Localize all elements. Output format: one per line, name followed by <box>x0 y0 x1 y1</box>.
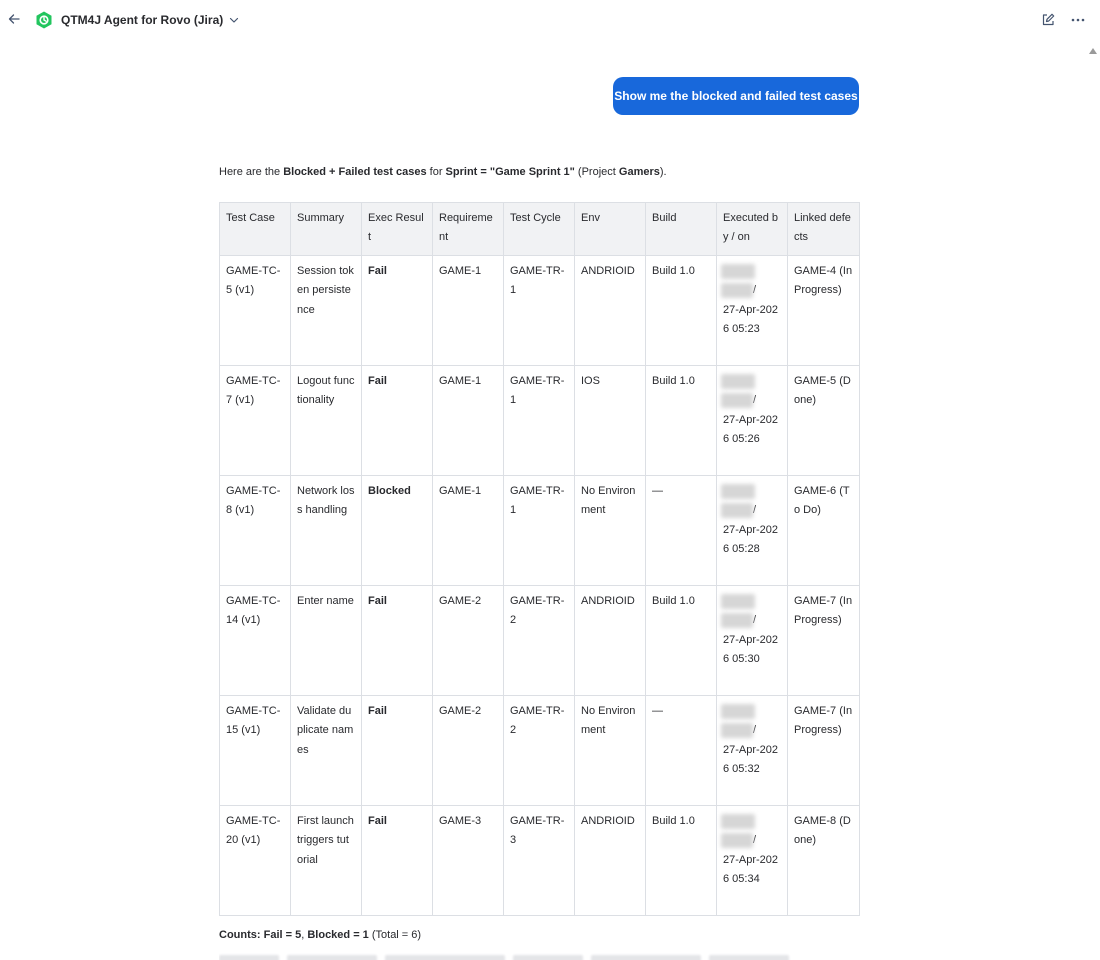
executed-separator: / <box>753 394 757 407</box>
summary-cell: Logout functionality <box>291 366 362 476</box>
column-header: Linked defects <box>788 203 860 256</box>
intro-text: ). <box>659 166 667 178</box>
exec-result-cell: Fail <box>362 806 433 916</box>
test-cycle-cell: GAME-TR-2 <box>504 586 575 696</box>
top-bar <box>0 0 1100 40</box>
table-row <box>220 806 860 916</box>
executed-cell <box>717 476 788 586</box>
executed-cell <box>717 366 788 476</box>
scroll-up-arrow-icon[interactable] <box>1089 48 1097 54</box>
test-case-cell[interactable]: GAME-TC-15 (v1) <box>220 696 291 806</box>
test-case-cell[interactable]: GAME-TC-8 (v1) <box>220 476 291 586</box>
counts-total: (Total = 6) <box>368 929 422 941</box>
redacted-user-name <box>721 374 755 389</box>
test-cycle-cell: GAME-TR-1 <box>504 256 575 366</box>
agent-reply <box>219 165 859 179</box>
env-cell: IOS <box>575 366 646 476</box>
column-header: Test Case <box>220 203 291 256</box>
env-cell: No Environment <box>575 696 646 806</box>
requirement-cell[interactable]: GAME-3 <box>433 806 504 916</box>
linked-defects-cell[interactable]: GAME-7 (In Progress) <box>788 586 860 696</box>
requirement-cell[interactable]: GAME-2 <box>433 696 504 806</box>
counts-blocked: Blocked = 1 <box>307 929 369 941</box>
build-cell: — <box>646 476 717 586</box>
intro-bold: Blocked + Failed test cases <box>283 166 427 178</box>
test-cycle-cell: GAME-TR-1 <box>504 476 575 586</box>
executed-on-date: 27-Apr-2026 05:32 <box>723 743 779 776</box>
intro-text: (Project <box>574 166 619 178</box>
executed-separator: / <box>753 284 757 297</box>
build-cell: Build 1.0 <box>646 806 717 916</box>
table-row <box>220 696 860 806</box>
summary-cell: Network loss handling <box>291 476 362 586</box>
linked-defects-cell[interactable]: GAME-6 (To Do) <box>788 476 860 586</box>
exec-result-cell: Fail <box>362 696 433 806</box>
column-header: Executed by / on <box>717 203 788 256</box>
test-case-cell[interactable]: GAME-TC-14 (v1) <box>220 586 291 696</box>
env-cell: No Environment <box>575 476 646 586</box>
executed-separator: / <box>753 504 757 517</box>
build-cell: Build 1.0 <box>646 256 717 366</box>
redacted-user-name <box>721 264 755 279</box>
executed-on-date: 27-Apr-2026 05:34 <box>723 853 779 886</box>
column-header: Exec Result <box>362 203 433 256</box>
test-cycle-cell: GAME-TR-2 <box>504 696 575 806</box>
arrow-left-icon <box>7 12 21 26</box>
agent-selector[interactable] <box>35 10 239 30</box>
linked-defects-cell[interactable]: GAME-7 (In Progress) <box>788 696 860 806</box>
redacted-user-name <box>721 833 753 848</box>
column-header: Test Cycle <box>504 203 575 256</box>
reply-intro <box>219 165 859 179</box>
exec-result-cell: Fail <box>362 366 433 476</box>
redacted-user-name <box>721 814 755 829</box>
build-cell: — <box>646 696 717 806</box>
table-header-row <box>220 203 860 256</box>
more-horizontal-icon <box>1071 13 1085 27</box>
redacted-user-name <box>721 503 753 518</box>
counts-separator: , <box>301 929 308 941</box>
column-header: Build <box>646 203 717 256</box>
redacted-user-name <box>721 484 755 499</box>
test-cycle-cell: GAME-TR-3 <box>504 806 575 916</box>
executed-cell <box>717 586 788 696</box>
requirement-cell[interactable]: GAME-1 <box>433 256 504 366</box>
test-case-cell[interactable]: GAME-TC-20 (v1) <box>220 806 291 916</box>
intro-text: for <box>426 166 446 178</box>
linked-defects-cell[interactable]: GAME-5 (Done) <box>788 366 860 476</box>
test-case-cell[interactable]: GAME-TC-7 (v1) <box>220 366 291 476</box>
executed-cell <box>717 696 788 806</box>
table-row <box>220 366 860 476</box>
counts-fail: Counts: Fail = 5 <box>219 929 302 941</box>
requirement-cell[interactable]: GAME-1 <box>433 366 504 476</box>
agent-name: QTM4J Agent for Rovo (Jira) <box>61 13 224 27</box>
executed-separator: / <box>753 834 757 847</box>
redacted-user-name <box>721 613 753 628</box>
summary-cell: First launch triggers tutorial <box>291 806 362 916</box>
more-button[interactable] <box>1070 12 1086 28</box>
executed-on-date: 27-Apr-2026 05:28 <box>723 523 779 556</box>
intro-bold: Gamers <box>618 166 660 178</box>
requirement-cell[interactable]: GAME-1 <box>433 476 504 586</box>
test-cycle-cell: GAME-TR-1 <box>504 366 575 476</box>
redacted-user-name <box>721 393 753 408</box>
env-cell: ANDRIOID <box>575 586 646 696</box>
summary-cell: Session token persistence <box>291 256 362 366</box>
exec-result-cell: Blocked <box>362 476 433 586</box>
build-cell: Build 1.0 <box>646 366 717 476</box>
executed-separator: / <box>753 724 757 737</box>
back-button[interactable] <box>6 11 22 27</box>
redacted-user-name <box>721 723 753 738</box>
exec-result-cell: Fail <box>362 586 433 696</box>
intro-text: Here are the <box>219 166 284 178</box>
test-cases-table <box>219 202 860 916</box>
executed-on-date: 27-Apr-2026 05:26 <box>723 413 779 446</box>
linked-defects-cell[interactable]: GAME-8 (Done) <box>788 806 860 916</box>
exec-result-cell: Fail <box>362 256 433 366</box>
top-actions <box>1040 12 1086 28</box>
table-row <box>220 476 860 586</box>
redacted-user-name <box>721 594 755 609</box>
executed-cell <box>717 806 788 916</box>
env-cell: ANDRIOID <box>575 256 646 366</box>
redacted-user-name <box>721 704 755 719</box>
build-cell: Build 1.0 <box>646 586 717 696</box>
agent-logo-icon <box>35 11 53 29</box>
user-message-bubble: Show me the blocked and failed test cases <box>613 77 859 115</box>
table-row <box>220 586 860 696</box>
redacted-user-name <box>721 283 753 298</box>
test-case-cell[interactable]: GAME-TC-5 (v1) <box>220 256 291 366</box>
column-header: Env <box>575 203 646 256</box>
executed-on-date: 27-Apr-2026 05:23 <box>723 303 779 336</box>
counts-summary <box>219 928 421 942</box>
summary-cell: Validate duplicate names <box>291 696 362 806</box>
requirement-cell[interactable]: GAME-2 <box>433 586 504 696</box>
column-header: Requirement <box>433 203 504 256</box>
intro-bold: Sprint = "Game Sprint 1" <box>445 166 575 178</box>
executed-separator: / <box>753 614 757 627</box>
column-header: Summary <box>291 203 362 256</box>
scrollbar[interactable] <box>1086 60 1100 960</box>
executed-on-date: 27-Apr-2026 05:30 <box>723 633 779 666</box>
new-chat-button[interactable] <box>1040 12 1056 28</box>
linked-defects-cell[interactable]: GAME-4 (In Progress) <box>788 256 860 366</box>
table-row <box>220 256 860 366</box>
summary-cell: Enter name <box>291 586 362 696</box>
chevron-down-icon <box>229 15 239 25</box>
edit-icon <box>1041 13 1055 27</box>
executed-cell <box>717 256 788 366</box>
truncated-text-line <box>219 952 819 960</box>
env-cell: ANDRIOID <box>575 806 646 916</box>
